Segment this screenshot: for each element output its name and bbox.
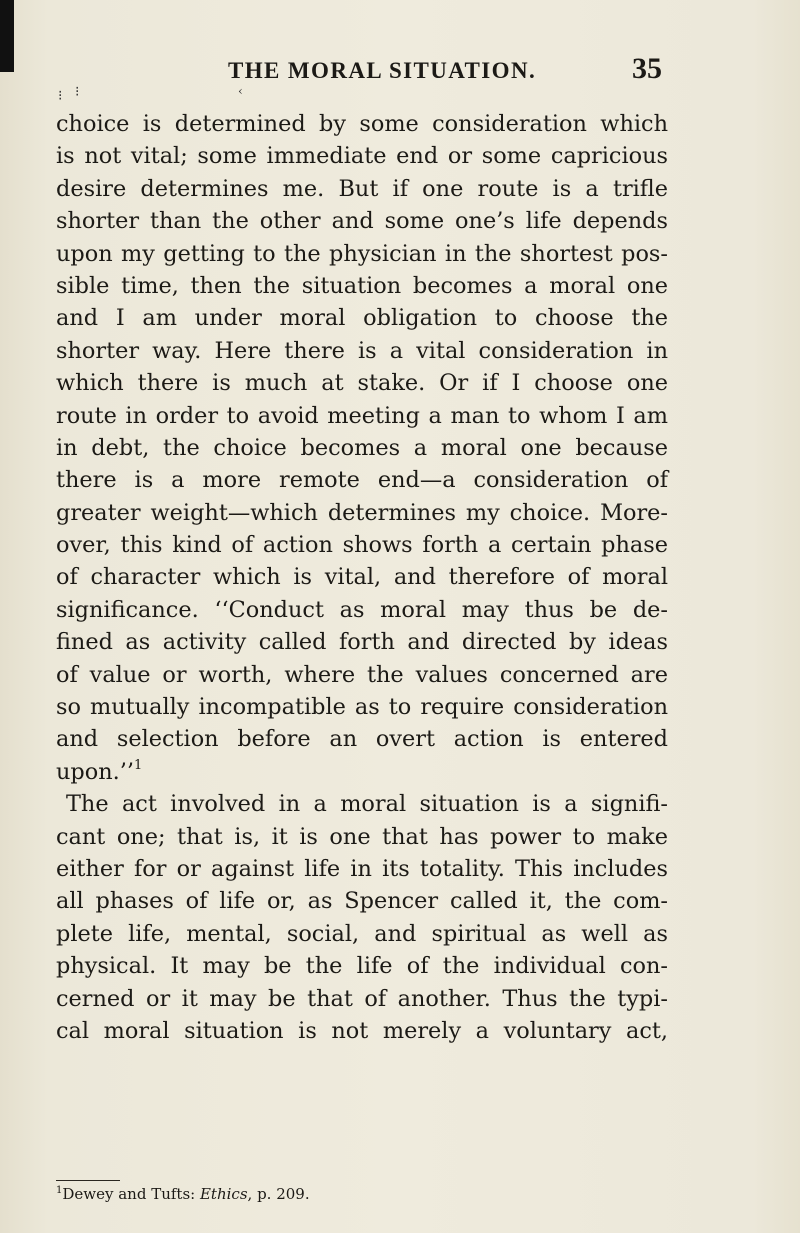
footnote-title: Ethics bbox=[199, 1185, 248, 1203]
text-line: there is a more remote end—a consideration of bbox=[56, 467, 668, 494]
text-line: cerned or it may be that of another. Thus the typi- bbox=[56, 985, 668, 1012]
text-line: and selection before an overt action is entered bbox=[56, 726, 668, 753]
text-line: desire determines me. But if one route is a trifle bbox=[56, 175, 668, 202]
footnote-rule bbox=[56, 1180, 120, 1181]
footnote-authors: Dewey and Tufts: bbox=[62, 1185, 200, 1203]
ink-speck: ⁝ bbox=[75, 84, 80, 100]
text-line: of value or worth, where the values concerned are bbox=[56, 661, 668, 688]
page-number: 35 bbox=[632, 52, 662, 85]
paragraph-first-line: The act involved in a moral situation is a signifi- bbox=[66, 791, 668, 818]
footnote bbox=[56, 1185, 310, 1203]
footnote-ref: 1 bbox=[134, 757, 143, 773]
text-line bbox=[56, 756, 668, 788]
footnote-marker: 1 bbox=[56, 1185, 63, 1196]
ink-speck: ‹ bbox=[238, 84, 243, 98]
ink-speck: ⁝ bbox=[58, 88, 63, 104]
text-line: either for or against life in its totality. This includes bbox=[56, 855, 668, 882]
text-line: over, this kind of action shows forth a certain phase bbox=[56, 532, 668, 559]
footnote-page: , p. 209. bbox=[247, 1185, 310, 1203]
text-line: cal moral situation is not merely a voluntary act, bbox=[56, 1017, 668, 1044]
text-line: choice is determined by some consideration which bbox=[56, 111, 668, 137]
text-line: so mutually incompatible as to require consideration bbox=[56, 694, 668, 721]
text-line: shorter way. Here there is a vital consideration in bbox=[56, 337, 668, 364]
text-line: in debt, the choice becomes a moral one because bbox=[56, 434, 668, 461]
text-line: sible time, then the situation becomes a moral one bbox=[56, 272, 668, 299]
text-line: shorter than the other and some one’s life depends bbox=[56, 208, 668, 235]
running-title: THE MORAL SITUATION. bbox=[228, 58, 537, 83]
text-line: of character which is vital, and therefore of moral bbox=[56, 564, 668, 591]
text-line: which there is much at stake. Or if I choose one bbox=[56, 370, 668, 397]
text-line: and I am under moral obligation to choose the bbox=[56, 305, 668, 332]
text-line: fined as activity called forth and directed by ideas bbox=[56, 629, 668, 656]
text-line: all phases of life or, as Spencer called it, the com- bbox=[56, 888, 668, 915]
text-line: cant one; that is, it is one that has power to make bbox=[56, 823, 668, 850]
text-line: is not vital; some immediate end or some capricious bbox=[56, 143, 668, 170]
page-header bbox=[0, 48, 800, 88]
text-line: upon my getting to the physician in the shortest pos- bbox=[56, 240, 668, 267]
text-line: significance. ‘‘Conduct as moral may thus be de- bbox=[56, 596, 668, 623]
text-line: greater weight—which determines my choice. More- bbox=[56, 499, 668, 526]
text-line: plete life, mental, social, and spiritual as well as bbox=[56, 920, 668, 947]
text-line: physical. It may be the life of the individual con- bbox=[56, 953, 668, 980]
body-text bbox=[56, 108, 668, 1047]
text-line: route in order to avoid meeting a man to whom I am bbox=[56, 402, 668, 429]
quote-end: upon.’’ bbox=[56, 758, 135, 785]
